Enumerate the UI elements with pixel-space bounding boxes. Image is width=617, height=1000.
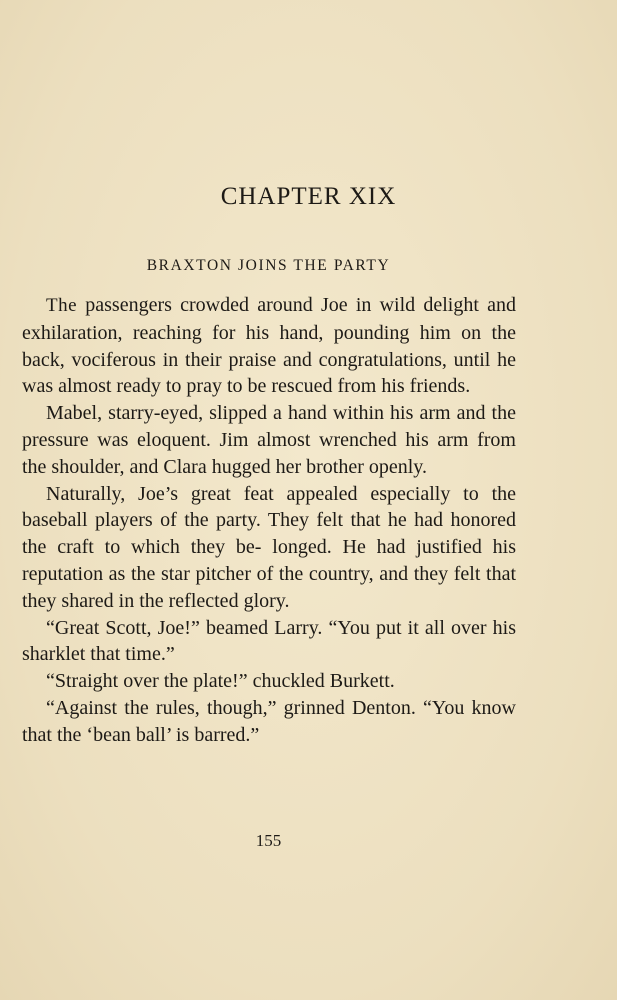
paragraph [22,481,516,615]
paragraph [22,400,516,480]
page-number: 155 [255,831,282,850]
paragraph-text: Naturally, Joe’s great feat appealed especially to the baseball players of the party. They felt that he had honored the craft to which they be- longed. He had justified his reputation as the star pitcher of the country, and they felt that they shared in the reflected glory. [22,482,516,612]
paragraph-text: “Straight over the plate!” chuckled Burkett. [46,670,395,693]
paragraph-lead-word: The [46,295,78,316]
paragraph-text: “Against the rules, though,” grinned Denton. “You know that the ‘bean ball’ is barred.” [22,696,516,746]
paragraph-text: passengers crowded around Joe in wild delight and exhilaration, reaching for his hand, pounding him on the back, vociferous in their praise and congratulations, until he was almost ready to pray to be rescued from his friends. [22,294,516,398]
paragraph-text: “Great Scott, Joe!” beamed Larry. “You put it all over his sharklet that time.” [22,616,516,666]
paragraph-text: Mabel, starry-eyed, slipped a hand within his arm and the pressure was eloquent. Jim almost wrenched his arm from the shoulder, and Clara hugged her brother openly. [22,402,516,478]
paragraph [22,615,516,669]
paragraph [22,695,516,749]
chapter-subtitle-text: BRAXTON JOINS THE PARTY [146,256,391,274]
chapter-subtitle [0,257,537,275]
chapter-body [22,292,516,749]
chapter-title: CHAPTER XIX [220,183,397,210]
paragraph [22,668,516,695]
paragraph [22,292,516,400]
